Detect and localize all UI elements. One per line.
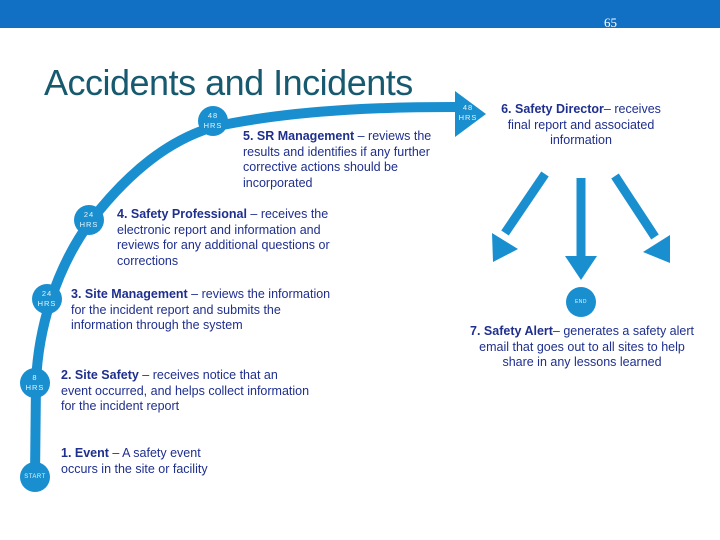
step-desc: – generates a safety alert email that goes out to all sites to help share in any lessons learned <box>479 324 694 369</box>
arrow-right-head <box>643 235 670 263</box>
step-desc: – receives final report and associated information <box>507 102 661 147</box>
step-desc: – receives the electronic report and information and reviews for any additional questions or corrections <box>117 207 330 268</box>
node-48-hrs-b <box>453 98 483 128</box>
step-title: 5. SR Management <box>243 129 355 143</box>
end-node <box>566 287 596 317</box>
node-hours: 48 <box>207 111 219 120</box>
arrow-right-shaft <box>615 176 655 237</box>
step-5-sr-management <box>243 129 458 191</box>
step-title: 3. Site Management <box>71 287 188 301</box>
step-1-event <box>61 446 236 477</box>
step-title: 2. Site Safety <box>61 368 139 382</box>
arrow-left-head <box>492 233 518 262</box>
node-unit: HRS <box>25 383 45 392</box>
arrow-left-shaft <box>505 174 545 233</box>
node-unit: HRS <box>37 299 57 308</box>
step-2-site-safety <box>61 368 311 415</box>
page-title: Accidents and Incidents <box>44 62 413 103</box>
step-6-safety-director <box>500 102 662 149</box>
step-desc: – receives notice that an event occurred, and helps collect information for the incident report <box>61 368 310 413</box>
node-hours: 24 <box>83 210 95 219</box>
step-desc: – A safety event occurs in the site or facility <box>61 446 208 476</box>
node-unit: HRS <box>79 220 99 229</box>
node-8-hrs <box>20 368 50 398</box>
node-24-hrs-b <box>74 205 104 235</box>
step-title: 7. Safety Alert <box>470 324 553 338</box>
step-7-safety-alert <box>462 324 702 371</box>
start-node <box>20 462 50 492</box>
node-hours: 8 <box>32 373 38 382</box>
node-24-hrs-a <box>32 284 62 314</box>
end-label: END <box>574 299 588 305</box>
step-desc: – reviews the information for the incident report and submits the information through the system <box>71 287 331 332</box>
step-desc: – reviews the results and identifies if any further corrective actions should be incorporated <box>243 129 432 190</box>
node-unit: HRS <box>203 121 223 130</box>
node-48-hrs-a <box>198 106 228 136</box>
node-hours: 24 <box>41 289 53 298</box>
node-unit: HRS <box>458 113 478 122</box>
start-label: START <box>24 474 46 480</box>
step-title: 1. Event <box>61 446 109 460</box>
step-4-safety-professional <box>117 207 362 269</box>
page-number: 65 <box>604 15 617 30</box>
step-title: 6. Safety Director <box>501 102 604 116</box>
step-3-site-management <box>71 287 346 334</box>
arrow-down-head <box>565 256 597 280</box>
step-title: 4. Safety Professional <box>117 207 247 221</box>
node-hours: 48 <box>462 103 474 112</box>
